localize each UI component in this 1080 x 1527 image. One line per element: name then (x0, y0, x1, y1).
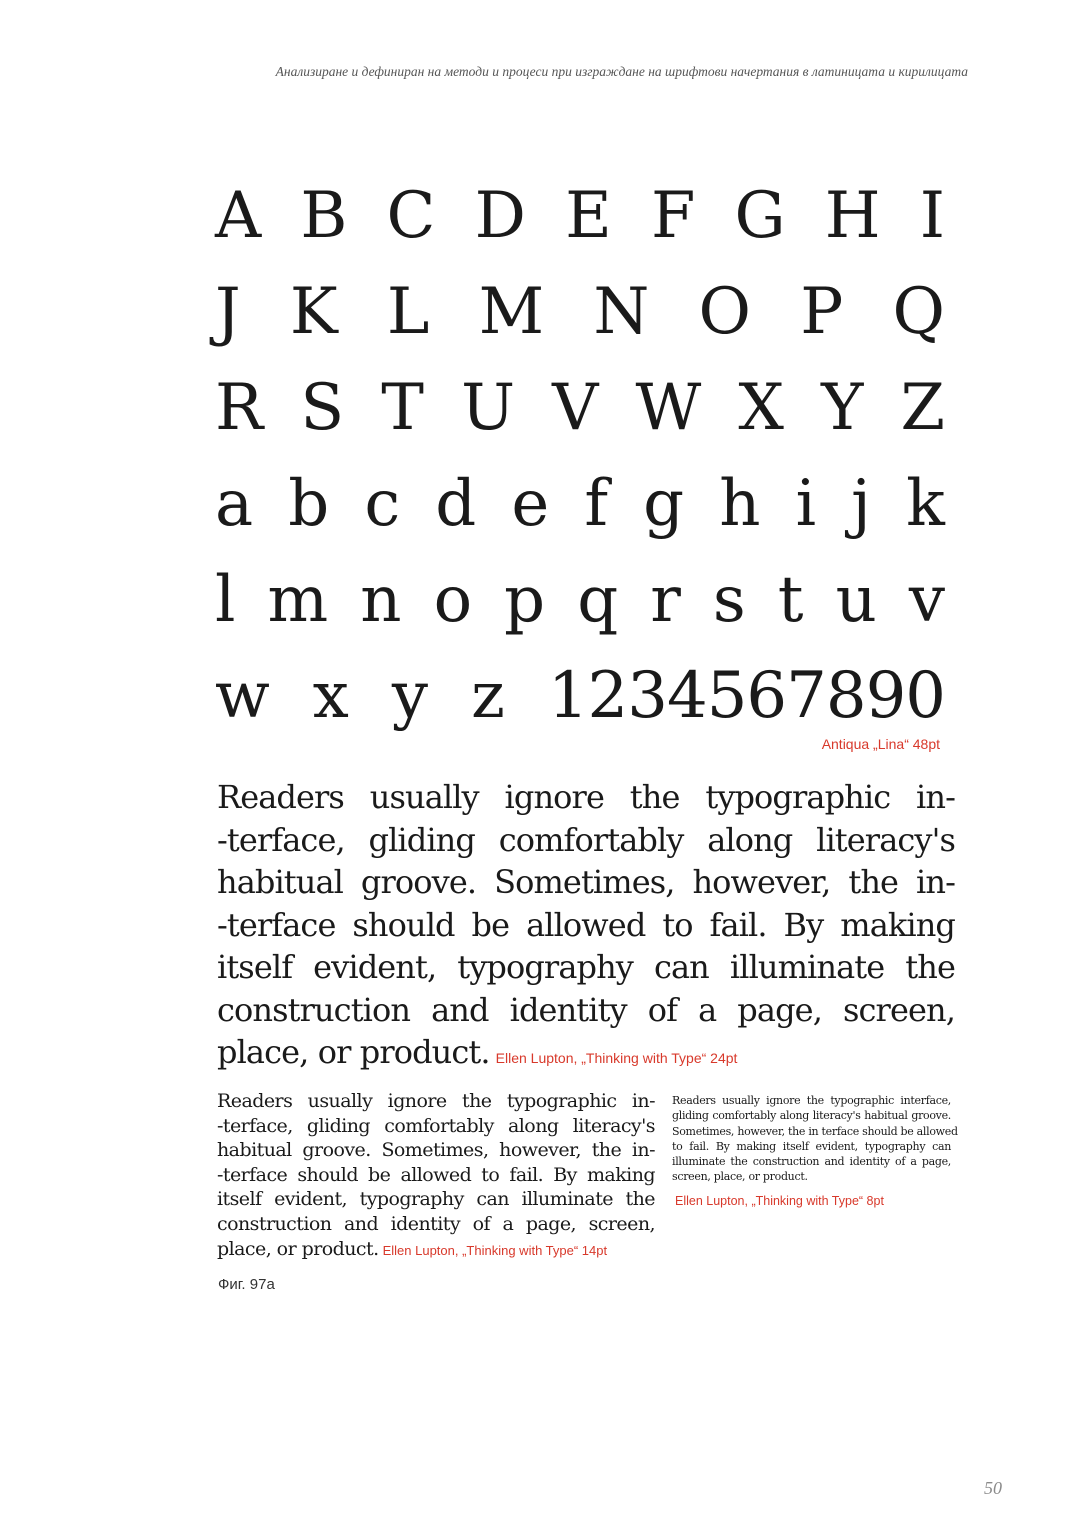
glyph: Y (821, 371, 864, 445)
glyph: t (777, 563, 804, 637)
specimen-row-uppercase-2 (215, 264, 945, 360)
glyph: v (908, 563, 945, 637)
text-line: habitual groove. Sometimes, however, the in- (217, 1139, 655, 1162)
page-number: 50 (984, 1478, 1002, 1498)
text-sample-24pt (217, 776, 955, 1080)
text-line: -terface should be allowed to fail. By making (217, 905, 955, 944)
glyph: D (474, 179, 526, 253)
text-line: to fail. By making itself evident, typography can (672, 1139, 951, 1153)
text-line: illuminate the construction and identity of a page, (672, 1155, 951, 1169)
glyph: y (391, 659, 429, 733)
text-line: construction and identity of a page, screen, (217, 1212, 655, 1235)
text-line: itself evident, typography can illuminate the (217, 1188, 655, 1211)
text-line: gliding comfortably along literacy's habitual groove. (672, 1109, 951, 1123)
glyph: O (698, 275, 751, 349)
glyph: s (712, 563, 746, 637)
glyph: A (215, 179, 262, 253)
text-line: Readers usually ignore the typographic in- (217, 1090, 655, 1112)
glyph: R (215, 371, 264, 445)
specimen-row-lowercase-digits (215, 648, 945, 744)
text-line-end: place, or product. (217, 1033, 490, 1071)
glyph: K (289, 275, 338, 349)
glyph: B (300, 179, 348, 253)
text-line: -terface, gliding comfortably along literacy's (217, 820, 955, 859)
glyph: Q (892, 275, 945, 349)
text-line: itself evident, typography can illuminate the (217, 948, 955, 986)
figure-label: Фиг. 97a (218, 1276, 275, 1293)
text-line: habitual groove. Sometimes, however, the in- (217, 863, 955, 901)
alphabet-specimen (215, 168, 945, 744)
glyph: c (364, 467, 401, 541)
glyph: m (267, 563, 329, 637)
glyph: h (719, 467, 761, 541)
glyph: u (835, 563, 877, 637)
glyph: Z (900, 371, 945, 445)
glyph: x (312, 659, 349, 733)
glyph: E (565, 179, 612, 253)
specimen-caption: Antiqua „Lina“ 48pt (821, 736, 940, 752)
glyph: n (360, 563, 402, 637)
glyph: f (584, 467, 609, 541)
text-sample-14pt (217, 1089, 655, 1263)
glyph: a (215, 467, 254, 541)
glyph: k (906, 467, 945, 541)
sample-14-caption: Ellen Lupton, „Thinking with Type“ 14pt (382, 1242, 608, 1258)
specimen-row-lowercase-2 (215, 552, 945, 648)
glyph: N (593, 275, 650, 349)
text-line-end: place, or product. (217, 1237, 379, 1260)
text-line-last: screen, place, or product. (672, 1170, 808, 1184)
glyph: T (381, 371, 424, 445)
glyph: l (215, 563, 236, 637)
glyph: P (800, 275, 844, 349)
specimen-row-uppercase-3 (215, 360, 945, 456)
text-line: construction and identity of a page, screen, (217, 990, 955, 1029)
glyph: V (552, 371, 599, 445)
glyph: p (504, 563, 546, 637)
glyph: g (643, 467, 685, 541)
glyph: I (919, 179, 945, 253)
glyph: H (824, 179, 881, 253)
glyph: U (461, 371, 516, 445)
glyph: M (478, 275, 545, 349)
text-sample-8pt (672, 1093, 958, 1185)
digits: 1234567890 (547, 659, 945, 733)
text-line: -terface, gliding comfortably along literacy's (217, 1114, 655, 1137)
glyph: e (511, 467, 550, 541)
sample-8-caption: Ellen Lupton, „Thinking with Type“ 8pt (675, 1194, 884, 1208)
glyph: d (435, 467, 477, 541)
glyph: i (795, 467, 817, 541)
glyph: o (433, 563, 473, 637)
glyph: r (650, 563, 681, 637)
running-header: Анализиране и дефиниран на методи и процеси при изграждане на шрифтови начертания в латиницата и кирилицата (275, 64, 968, 79)
glyph: S (300, 371, 345, 445)
text-line: Readers usually ignore the typographic interface, (672, 1094, 951, 1107)
glyph: b (288, 467, 330, 541)
text-line: Sometimes, however, the in terface should be allowed (672, 1124, 958, 1138)
glyph: W (635, 371, 702, 445)
glyph: L (386, 275, 430, 349)
specimen-row-lowercase-1 (215, 456, 945, 552)
glyph: G (734, 179, 786, 253)
text-line-last (217, 1031, 955, 1080)
glyph: w (215, 659, 270, 733)
glyph: j (851, 467, 871, 541)
specimen-row-uppercase-1 (215, 168, 945, 264)
glyph: C (386, 179, 436, 253)
glyph: J (215, 275, 241, 349)
text-line: Readers usually ignore the typographic in- (217, 778, 955, 816)
glyph: X (738, 371, 784, 445)
sample-24-caption: Ellen Lupton, „Thinking with Type“ 24pt (495, 1050, 738, 1066)
glyph: F (650, 179, 696, 253)
glyph: z (471, 659, 505, 733)
text-line-last (217, 1237, 655, 1264)
glyph: q (577, 563, 619, 637)
text-line: -terface should be allowed to fail. By making (217, 1163, 655, 1186)
